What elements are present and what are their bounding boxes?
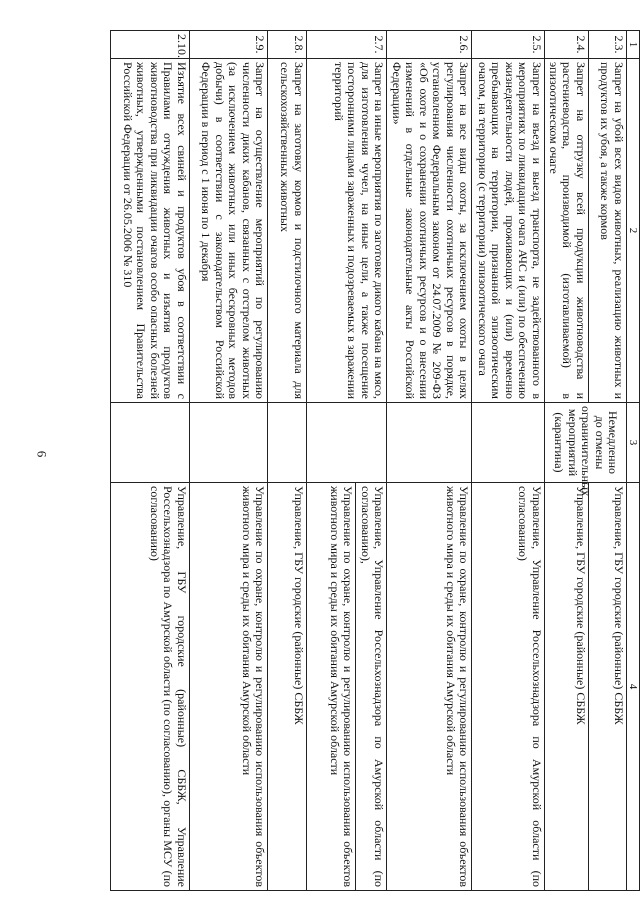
measure-description: Запрет на иные мероприятия по заготовке дикого кабана на мясо, для изготовления чучел, на иные цели, а также посещение посторонними лицами зараженных и подозреваемых в заражении территорий [306,59,387,403]
column-number-4: 4 [627,483,640,891]
column-number-2: 2 [627,59,640,403]
page-number: 6 [34,450,50,458]
execution-term: Немедленно до отмены ограничительных мероприятий (карантина) [544,403,626,483]
responsible-line: Управление, ГБУ городские (районные) СББЖ [612,486,626,725]
table-row [268,31,306,891]
execution-term [472,403,545,483]
column-number-3: 3 [627,403,640,483]
responsible-line: Управление, ГБУ городские (районные) СББЖ [573,486,588,725]
execution-term [387,403,472,483]
table-row [472,31,545,891]
responsible-party [268,483,306,891]
responsible-line: Управление по охране, контролю и регулированию использования объектов животного мира и среды их обитания Амурской области [239,486,268,887]
responsible-line: Управление, Управление Россельхознадзора по Амурской области (по согласованию) [516,486,544,887]
responsible-line: Управление, Управление Россельхознадзора по Амурской области (по согласованию), [358,486,387,887]
responsible-line: Управление, ГБУ городские (районные) СББЖ [291,486,306,725]
responsible-party [472,483,545,891]
measure-description: Запрет на отгрузку всей продукции животноводства и растениеводства, производимой (изготавливаемой) в эпизоотическом очаге [544,59,588,403]
responsible-line: Управление, ГБУ городские (районные) СББЖ, Управление Россельхознадзора по Амурской области (по согласованию), органы МСУ (по согласованию) [147,486,189,887]
execution-term [189,403,268,483]
measure-description: Запрет на все виды охоты, за исключением охоты в целях регулирования численности охотничьих ресурсов в порядке, установленном Федеральным законом от 24.07.2009 № 209-ФЗ «Об охоте и о сохранении охотничьих ресурсов и о внесении изменений в отдельные законодательные акты Российской Федерации» [387,59,472,403]
responsible-party [588,483,626,891]
table-row [588,31,626,891]
measure-description: Запрет на заготовку кормов и подстилочного материала для сельскохозяйственных животных [268,59,306,403]
row-number: 2.7. [306,31,387,59]
measure-description: Изъятие всех свиней и продуктов убоя в соответствии с Правилами отчуждения животных и изъятия продуктов животноводства при ликвидации очагов особо опасных болезней животных, утвержденными постановлением Правительства Российской Федерации от 26.05.2006 № 310 [111,59,190,403]
measure-description: Запрет на въезд и выезд транспорта, не задействованного в мероприятиях по ликвидации очага АЧС и (или) по обеспечению жизнедеятельности людей, проживающих и (или) временно пребывающих на территории, признанной эпизоотическим очагом, на территорию (с территории) эпизоотического очага [472,59,545,403]
row-number: 2.8. [268,31,306,59]
execution-term [268,403,306,483]
execution-term [306,403,387,483]
row-number: 2.5. [472,31,545,59]
responsible-line: Управление по охране, контролю и регулированию использования объектов животного мира и среды их обитания Амурской области [443,486,472,887]
responsible-party [387,483,472,891]
row-number: 2.6. [387,31,472,59]
table-row [387,31,472,891]
row-number: 2.3. [588,31,626,59]
responsible-party [189,483,268,891]
responsible-party [544,483,588,891]
measure-description: Запрет на убой всех видов животных, реализацию животных и продуктов их убоя, а также кормов [588,59,626,403]
measures-table-wrapper [110,30,640,890]
table-row [189,31,268,891]
table-row [306,31,387,891]
measure-description: Запрет на осуществление мероприятий по регулированию численности диких кабанов, связанных с отстрелом животных (за исключением животных или иных бескровных методов добычи) в соответствии с законодательством Российской Федерации в период с 1 июня по 1 декабря [189,59,268,403]
column-number-1: 1 [627,31,640,59]
responsible-party [111,483,190,891]
responsible-line: Управление по охране, контролю и регулированию использования объектов животного мира и среды их обитания Амурской области [327,483,356,890]
execution-term [111,403,190,483]
measures-table [110,30,640,891]
column-number-row [627,31,640,891]
table-row [111,31,190,891]
row-number: 2.9. [189,31,268,59]
responsible-party [306,483,387,891]
row-number: 2.4. [544,31,588,59]
row-number: 2.10. [111,31,190,59]
